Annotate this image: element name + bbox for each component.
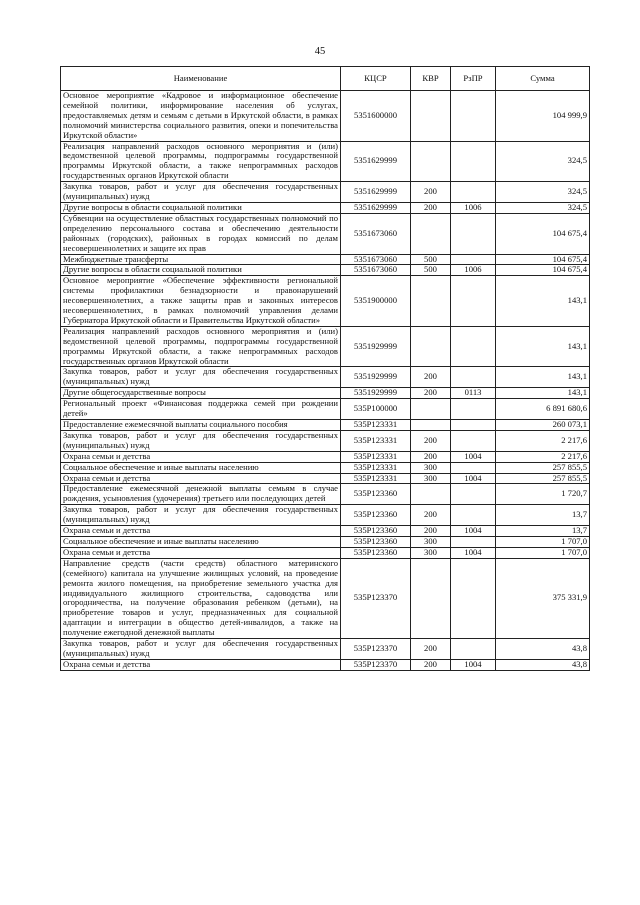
header-kcsr: КЦСР bbox=[341, 67, 411, 91]
cell-kcsr: 5351673060 bbox=[341, 265, 411, 276]
cell-name: Охрана семьи и детства bbox=[61, 547, 341, 558]
cell-kcsr: 5351929999 bbox=[341, 326, 411, 367]
cell-name: Направление средств (части средств) областного материнского (семейного) капитала на улучшение жилищных условий, на проведение ремонта жилого помещения, на приобретение земельного участка для индивидуального жилищного строительства, садоводства или огородничества, на получение образования ребенком (детьми), на приобретение товаров и услуг, предназначенных для социальной адаптации и интеграции в общество детей-инвалидов, а также на получение ежегодной денежной выплаты bbox=[61, 558, 341, 638]
cell-sum: 257 855,5 bbox=[496, 473, 590, 484]
cell-kvr: 200 bbox=[411, 526, 451, 537]
cell-rzpr bbox=[451, 141, 496, 182]
cell-kcsr: 5351673060 bbox=[341, 213, 411, 254]
cell-sum: 104 675,4 bbox=[496, 254, 590, 265]
cell-name: Закупка товаров, работ и услуг для обеспечения государственных (муниципальных) нужд bbox=[61, 182, 341, 203]
cell-kvr bbox=[411, 399, 451, 420]
cell-kvr: 200 bbox=[411, 639, 451, 660]
cell-kcsr: 535P123360 bbox=[341, 484, 411, 505]
cell-rzpr bbox=[451, 484, 496, 505]
cell-rzpr bbox=[451, 326, 496, 367]
cell-rzpr: 1004 bbox=[451, 526, 496, 537]
cell-name: Закупка товаров, работ и услуг для обеспечения государственных (муниципальных) нужд bbox=[61, 639, 341, 660]
cell-kvr: 300 bbox=[411, 462, 451, 473]
cell-kcsr: 535P123331 bbox=[341, 473, 411, 484]
cell-kvr: 200 bbox=[411, 388, 451, 399]
cell-kcsr: 535P123360 bbox=[341, 526, 411, 537]
cell-sum: 1 707,0 bbox=[496, 536, 590, 547]
cell-kcsr: 5351929999 bbox=[341, 367, 411, 388]
cell-kvr: 200 bbox=[411, 202, 451, 213]
cell-name: Охрана семьи и детства bbox=[61, 659, 341, 670]
budget-table bbox=[60, 66, 590, 671]
cell-name: Закупка товаров, работ и услуг для обеспечения государственных (муниципальных) нужд bbox=[61, 505, 341, 526]
table-row bbox=[61, 420, 590, 431]
table-header-row bbox=[61, 67, 590, 91]
cell-sum: 2 217,6 bbox=[496, 451, 590, 462]
table-row bbox=[61, 182, 590, 203]
cell-kvr bbox=[411, 558, 451, 638]
cell-rzpr bbox=[451, 420, 496, 431]
cell-kvr bbox=[411, 91, 451, 142]
cell-rzpr bbox=[451, 462, 496, 473]
table-row bbox=[61, 388, 590, 399]
cell-kcsr: 5351600000 bbox=[341, 91, 411, 142]
cell-sum: 104 675,4 bbox=[496, 213, 590, 254]
cell-sum: 324,5 bbox=[496, 141, 590, 182]
table-row bbox=[61, 451, 590, 462]
cell-name: Другие общегосударственные вопросы bbox=[61, 388, 341, 399]
cell-sum: 257 855,5 bbox=[496, 462, 590, 473]
cell-sum: 143,1 bbox=[496, 388, 590, 399]
cell-rzpr bbox=[451, 399, 496, 420]
cell-sum: 6 891 680,6 bbox=[496, 399, 590, 420]
cell-name: Субвенции на осуществление областных государственных полномочий по определению персонального состава и обеспечению деятельности районных (городских), районных в городах комиссий по делам несовершеннолетних и защите их прав bbox=[61, 213, 341, 254]
cell-kcsr: 535P123370 bbox=[341, 659, 411, 670]
cell-name: Социальное обеспечение и иные выплаты населению bbox=[61, 536, 341, 547]
table-row bbox=[61, 213, 590, 254]
cell-name: Охрана семьи и детства bbox=[61, 473, 341, 484]
cell-kcsr: 535P123331 bbox=[341, 430, 411, 451]
cell-rzpr bbox=[451, 213, 496, 254]
table-row bbox=[61, 473, 590, 484]
cell-sum: 13,7 bbox=[496, 526, 590, 537]
table-row bbox=[61, 265, 590, 276]
cell-name: Региональный проект «Финансовая поддержка семей при рождении детей» bbox=[61, 399, 341, 420]
cell-sum: 2 217,6 bbox=[496, 430, 590, 451]
cell-rzpr bbox=[451, 536, 496, 547]
cell-sum: 43,8 bbox=[496, 659, 590, 670]
cell-sum: 43,8 bbox=[496, 639, 590, 660]
cell-name: Социальное обеспечение и иные выплаты населению bbox=[61, 462, 341, 473]
cell-rzpr: 0113 bbox=[451, 388, 496, 399]
cell-kcsr: 535P123360 bbox=[341, 547, 411, 558]
cell-rzpr bbox=[451, 367, 496, 388]
table-row bbox=[61, 399, 590, 420]
table-row bbox=[61, 547, 590, 558]
table-row bbox=[61, 462, 590, 473]
cell-kcsr: 5351929999 bbox=[341, 388, 411, 399]
cell-kcsr: 535P123370 bbox=[341, 639, 411, 660]
cell-kvr: 200 bbox=[411, 451, 451, 462]
cell-rzpr bbox=[451, 182, 496, 203]
cell-kvr: 200 bbox=[411, 659, 451, 670]
cell-name: Межбюджетные трансферты bbox=[61, 254, 341, 265]
cell-kvr: 300 bbox=[411, 473, 451, 484]
cell-rzpr bbox=[451, 639, 496, 660]
table-row bbox=[61, 526, 590, 537]
cell-kcsr: 535P123370 bbox=[341, 558, 411, 638]
table-row bbox=[61, 326, 590, 367]
cell-name: Закупка товаров, работ и услуг для обеспечения государственных (муниципальных) нужд bbox=[61, 430, 341, 451]
cell-rzpr: 1004 bbox=[451, 659, 496, 670]
cell-kvr: 200 bbox=[411, 182, 451, 203]
cell-name: Охрана семьи и детства bbox=[61, 451, 341, 462]
cell-sum: 143,1 bbox=[496, 326, 590, 367]
cell-sum: 1 707,0 bbox=[496, 547, 590, 558]
cell-rzpr bbox=[451, 430, 496, 451]
cell-kcsr: 5351629999 bbox=[341, 182, 411, 203]
cell-kvr bbox=[411, 420, 451, 431]
cell-kvr: 200 bbox=[411, 367, 451, 388]
cell-sum: 104 675,4 bbox=[496, 265, 590, 276]
table-row bbox=[61, 254, 590, 265]
cell-name: Предоставление ежемесячной выплаты социального пособия bbox=[61, 420, 341, 431]
header-sum: Сумма bbox=[496, 67, 590, 91]
table-row bbox=[61, 430, 590, 451]
header-rzpr: РзПР bbox=[451, 67, 496, 91]
cell-kcsr: 535P123331 bbox=[341, 420, 411, 431]
cell-name: Другие вопросы в области социальной политики bbox=[61, 265, 341, 276]
cell-rzpr bbox=[451, 558, 496, 638]
cell-kcsr: 535P123331 bbox=[341, 462, 411, 473]
cell-kvr: 200 bbox=[411, 505, 451, 526]
table-row bbox=[61, 91, 590, 142]
cell-kcsr: 535P123360 bbox=[341, 505, 411, 526]
cell-name: Охрана семьи и детства bbox=[61, 526, 341, 537]
cell-sum: 260 073,1 bbox=[496, 420, 590, 431]
cell-kvr bbox=[411, 326, 451, 367]
cell-rzpr: 1004 bbox=[451, 473, 496, 484]
cell-name: Реализация направлений расходов основного мероприятия и (или) ведомственной целевой программы, подпрограммы государственной программы Иркутской области, а также непрограммных расходов государственных органов Иркутской области bbox=[61, 141, 341, 182]
cell-kcsr: 5351900000 bbox=[341, 276, 411, 327]
cell-kvr: 500 bbox=[411, 265, 451, 276]
cell-kcsr: 5351629999 bbox=[341, 141, 411, 182]
cell-kcsr: 5351629999 bbox=[341, 202, 411, 213]
cell-kvr bbox=[411, 141, 451, 182]
cell-sum: 143,1 bbox=[496, 276, 590, 327]
table-row bbox=[61, 536, 590, 547]
table-row bbox=[61, 484, 590, 505]
cell-sum: 13,7 bbox=[496, 505, 590, 526]
cell-sum: 324,5 bbox=[496, 182, 590, 203]
table-row bbox=[61, 367, 590, 388]
cell-kcsr: 535P123360 bbox=[341, 536, 411, 547]
cell-name: Реализация направлений расходов основного мероприятия и (или) ведомственной целевой программы, подпрограммы государственной программы Иркутской области, а также непрограммных расходов государственных органов Иркутской области bbox=[61, 326, 341, 367]
cell-name: Основное мероприятие «Кадровое и информационное обеспечение семейной политики, информирование населения об услугах, предоставляемых детям и семьям с детьми в Иркутской области, в рамках полномочий министерства социального развития, опеки и попечительства Иркутской области» bbox=[61, 91, 341, 142]
cell-kvr bbox=[411, 276, 451, 327]
cell-kvr: 500 bbox=[411, 254, 451, 265]
table-row bbox=[61, 639, 590, 660]
cell-sum: 1 720,7 bbox=[496, 484, 590, 505]
cell-sum: 143,1 bbox=[496, 367, 590, 388]
cell-rzpr: 1004 bbox=[451, 547, 496, 558]
cell-name: Закупка товаров, работ и услуг для обеспечения государственных (муниципальных) нужд bbox=[61, 367, 341, 388]
cell-name: Другие вопросы в области социальной политики bbox=[61, 202, 341, 213]
table-body bbox=[61, 91, 590, 671]
table-row bbox=[61, 659, 590, 670]
cell-rzpr bbox=[451, 276, 496, 327]
cell-kvr: 200 bbox=[411, 430, 451, 451]
cell-rzpr bbox=[451, 505, 496, 526]
cell-kvr bbox=[411, 484, 451, 505]
cell-kvr: 300 bbox=[411, 547, 451, 558]
table-row bbox=[61, 505, 590, 526]
cell-name: Основное мероприятие «Обеспечение эффективности региональной системы профилактики безнадзорности и правонарушений несовершеннолетних, а также защиты прав и законных интересов несовершеннолетних, в рамках полномочий управления делами Губернатора Иркутской области и Правительства Иркутской области» bbox=[61, 276, 341, 327]
table-row bbox=[61, 141, 590, 182]
cell-rzpr bbox=[451, 91, 496, 142]
header-kvr: КВР bbox=[411, 67, 451, 91]
table-row bbox=[61, 276, 590, 327]
cell-kcsr: 535P100000 bbox=[341, 399, 411, 420]
cell-rzpr: 1004 bbox=[451, 451, 496, 462]
header-name: Наименование bbox=[61, 67, 341, 91]
table-row bbox=[61, 202, 590, 213]
cell-kcsr: 535P123331 bbox=[341, 451, 411, 462]
page-number: 45 bbox=[314, 46, 326, 57]
cell-name: Предоставление ежемесячной денежной выплаты семьям в случае рождения, усыновления (удочерения) третьего или последующих детей bbox=[61, 484, 341, 505]
cell-rzpr: 1006 bbox=[451, 202, 496, 213]
cell-kvr bbox=[411, 213, 451, 254]
cell-sum: 104 999,9 bbox=[496, 91, 590, 142]
table-row bbox=[61, 558, 590, 638]
cell-kvr: 300 bbox=[411, 536, 451, 547]
cell-rzpr bbox=[451, 254, 496, 265]
cell-rzpr: 1006 bbox=[451, 265, 496, 276]
cell-sum: 375 331,9 bbox=[496, 558, 590, 638]
cell-kcsr: 5351673060 bbox=[341, 254, 411, 265]
cell-sum: 324,5 bbox=[496, 202, 590, 213]
